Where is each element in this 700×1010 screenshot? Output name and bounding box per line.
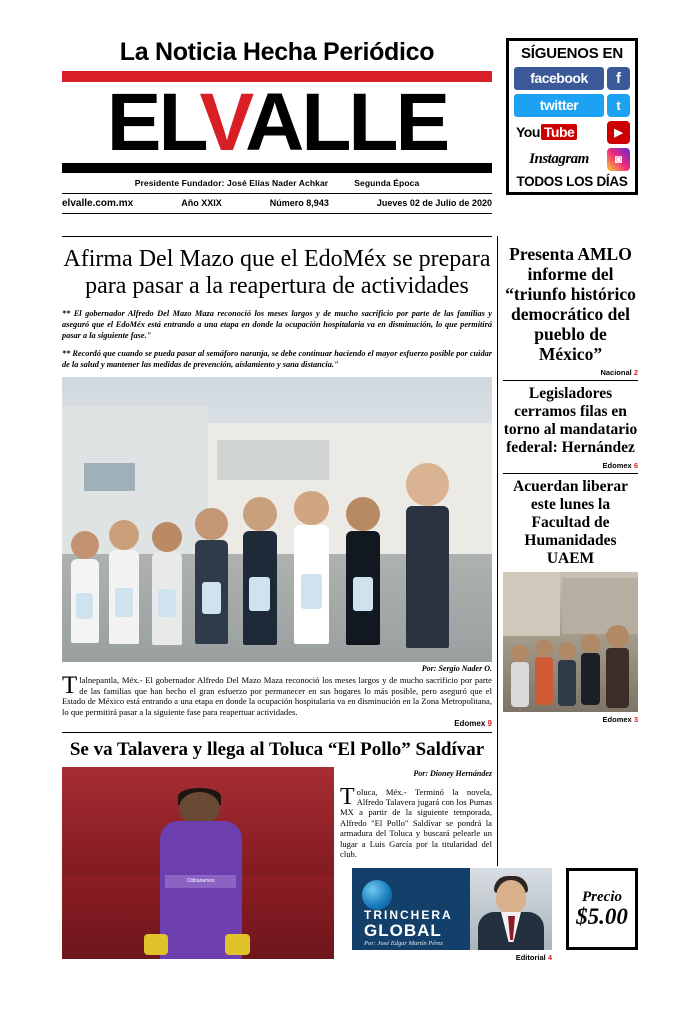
- logo-text-el: EL: [106, 77, 200, 168]
- right-section-page-1: 2: [633, 368, 638, 377]
- issue-year: Año XXIX: [181, 198, 222, 208]
- photo-person: [152, 522, 182, 650]
- youtube-icon[interactable]: ▶: [607, 121, 630, 144]
- masthead: [62, 40, 492, 214]
- social-row-instagram[interactable]: [514, 147, 630, 171]
- social-title: SÍGUENOS EN: [521, 45, 623, 62]
- social-follow-box: [506, 38, 638, 195]
- price-label: Precio: [582, 889, 622, 905]
- youtube-label-you: You: [516, 124, 540, 140]
- facebook-label[interactable]: facebook: [514, 67, 604, 90]
- main-section-page: 9: [487, 719, 492, 728]
- issue-number: Número 8,943: [269, 198, 329, 208]
- right-section-tag-3[interactable]: [503, 715, 638, 724]
- photo-person: [294, 491, 328, 651]
- social-footer: TODOS LOS DÍAS: [516, 174, 628, 189]
- masthead-rule-bottom: [62, 213, 492, 214]
- ad-portrait-photo: [470, 868, 552, 950]
- youtube-label-tube: Tube: [541, 124, 577, 140]
- photo-person: [581, 634, 600, 707]
- main-section-name: Edomex: [454, 719, 486, 728]
- main-dropcap: T: [62, 672, 78, 699]
- main-body-copy: lalnepantla, Méx.- El gobernador Alfredo Del Mazo Maza reconoció los meses largos y de mucho sacrificio por parte de las familias que han hecho el gran esfuerzo por permanecer en sus hogares lo más posible, pero aseguró que el Estado de México está entrando a una etapa en donde la ocupación hospitalaria va en disminución en la Zona Metropolitana, lo que permitirá pasar a la siguiente fase para reapertuar actividades.: [62, 675, 492, 717]
- twitter-icon[interactable]: t: [607, 94, 630, 117]
- photo-person: [346, 497, 380, 651]
- ad-section-name: Editorial: [515, 953, 546, 962]
- founder-name: Presidente Fundador: José Elías Nader Achkar: [134, 178, 329, 188]
- right-section-page-2: 6: [633, 461, 638, 470]
- right-section-tag-2[interactable]: [503, 461, 638, 470]
- masthead-tagline: La Noticia Hecha Periódico: [119, 38, 435, 66]
- masthead-logo: [62, 77, 492, 168]
- instagram-label[interactable]: Instagram: [514, 148, 604, 171]
- logo-text-alle: ALLE: [245, 77, 448, 168]
- right-section-name-2: Edomex: [602, 461, 632, 470]
- main-bullet-1: ** El gobernador Alfredo Del Mazo Maza reconoció los meses largos y de mucho sacrificio por parte de las familias y aseguró que el EdoMéx está entrando a una etapa en donde la ocupación hospitalaria va en disminución, lo que permitirá pasar a la siguiente fase.": [62, 309, 492, 340]
- column-divider-rule: [497, 236, 498, 866]
- right-column: [503, 240, 638, 727]
- right-rule-2: [503, 473, 638, 474]
- editorial-ad-banner[interactable]: [352, 868, 552, 950]
- ad-title-top: TRINCHERA: [364, 908, 453, 922]
- ad-left-panel: [352, 868, 470, 950]
- main-top-rule: [62, 236, 492, 237]
- main-headline[interactable]: Afirma Del Mazo que el EdoMéx se prepara para pasar a la reapertura de actividades: [63, 246, 491, 299]
- photo-person-speaker: [406, 463, 449, 651]
- twitter-label[interactable]: twitter: [514, 94, 604, 117]
- globe-icon: [362, 880, 392, 910]
- photo-person: [558, 642, 576, 706]
- photo-person: [71, 531, 99, 651]
- photo-person: [606, 625, 629, 706]
- photo-person: [109, 520, 139, 651]
- social-row-facebook[interactable]: [514, 66, 630, 90]
- logo-text-v: V: [199, 77, 246, 168]
- youtube-label[interactable]: [514, 121, 604, 144]
- main-story-photo: [62, 377, 492, 662]
- sports-body-copy: oluca, Méx.- Terminó la novela, Alfredo Talavera jugará con los Pumas MX a partir de la siguiente temporada, Alfredo "El Pollo" Saldívar se pondrá la armadura del Toluca y buscará pelearle un lugar a Luis García por la titularidad del club.: [340, 786, 492, 860]
- main-body-text: [62, 672, 492, 717]
- issue-date: Jueves 02 de Julio de 2020: [376, 198, 492, 208]
- ad-section-page: 4: [547, 953, 552, 962]
- main-bullet-2: ** Recordó que cuando se pueda pasar al semáforo naranja, se debe continuar haciendo el mayor esfuerzo posible por cuidar de la salud y mantener las medidas de prevención, aislamiento y sana distancia.": [62, 349, 492, 369]
- social-row-youtube[interactable]: [514, 120, 630, 144]
- instagram-icon[interactable]: ◙: [607, 148, 630, 171]
- sports-body-text: [340, 783, 492, 860]
- masthead-info-row: [62, 194, 492, 209]
- sports-dropcap: T: [340, 783, 355, 810]
- website-link[interactable]: elvalle.com.mx: [62, 198, 134, 209]
- jersey-sponsor-text: Citibanamex: [165, 875, 236, 888]
- right-section-page-3: 3: [633, 715, 638, 724]
- right-headline-2[interactable]: Legisladores cerramos filas en torno al mandatario federal: Hernández: [503, 385, 638, 456]
- ad-section-tag[interactable]: [452, 953, 552, 962]
- right-section-tag-1[interactable]: [503, 368, 638, 377]
- sports-divider-rule: [62, 732, 492, 733]
- sports-headline[interactable]: Se va Talavera y llega al Toluca “El Pollo” Saldívar: [69, 739, 485, 760]
- masthead-founder-line: [62, 178, 492, 188]
- photo-person: [511, 645, 529, 707]
- sports-credit: Por: Dioney Hernández: [413, 769, 492, 778]
- right-section-name-1: Nacional: [600, 368, 632, 377]
- main-photo-credit: Por: Sergio Nader O.: [421, 664, 492, 673]
- social-row-twitter[interactable]: [514, 93, 630, 117]
- right-section-name-3: Edomex: [602, 715, 632, 724]
- ad-byline: Por: José Edgar Martín Pérez: [364, 940, 443, 947]
- main-section-tag[interactable]: [62, 719, 492, 728]
- price-box: [566, 868, 638, 950]
- sports-story-photo: [62, 767, 334, 959]
- epoch-label: Segunda Época: [354, 178, 420, 188]
- main-column: [62, 240, 492, 959]
- right-rule-1: [503, 380, 638, 381]
- right-story-photo: [503, 572, 638, 712]
- photo-person: [195, 508, 227, 651]
- photo-person: [243, 497, 277, 651]
- photo-person: [535, 639, 553, 706]
- right-headline-3[interactable]: Acuerdan liberar este lunes la Facultad de Humanidades UAEM: [513, 478, 628, 567]
- right-headline-1[interactable]: Presenta AMLO informe del “triunfo histórico democrático del pueblo de México”: [505, 244, 636, 364]
- ad-title-bottom: GLOBAL: [364, 921, 442, 940]
- price-value: $5.00: [576, 904, 628, 929]
- facebook-icon[interactable]: f: [607, 67, 630, 90]
